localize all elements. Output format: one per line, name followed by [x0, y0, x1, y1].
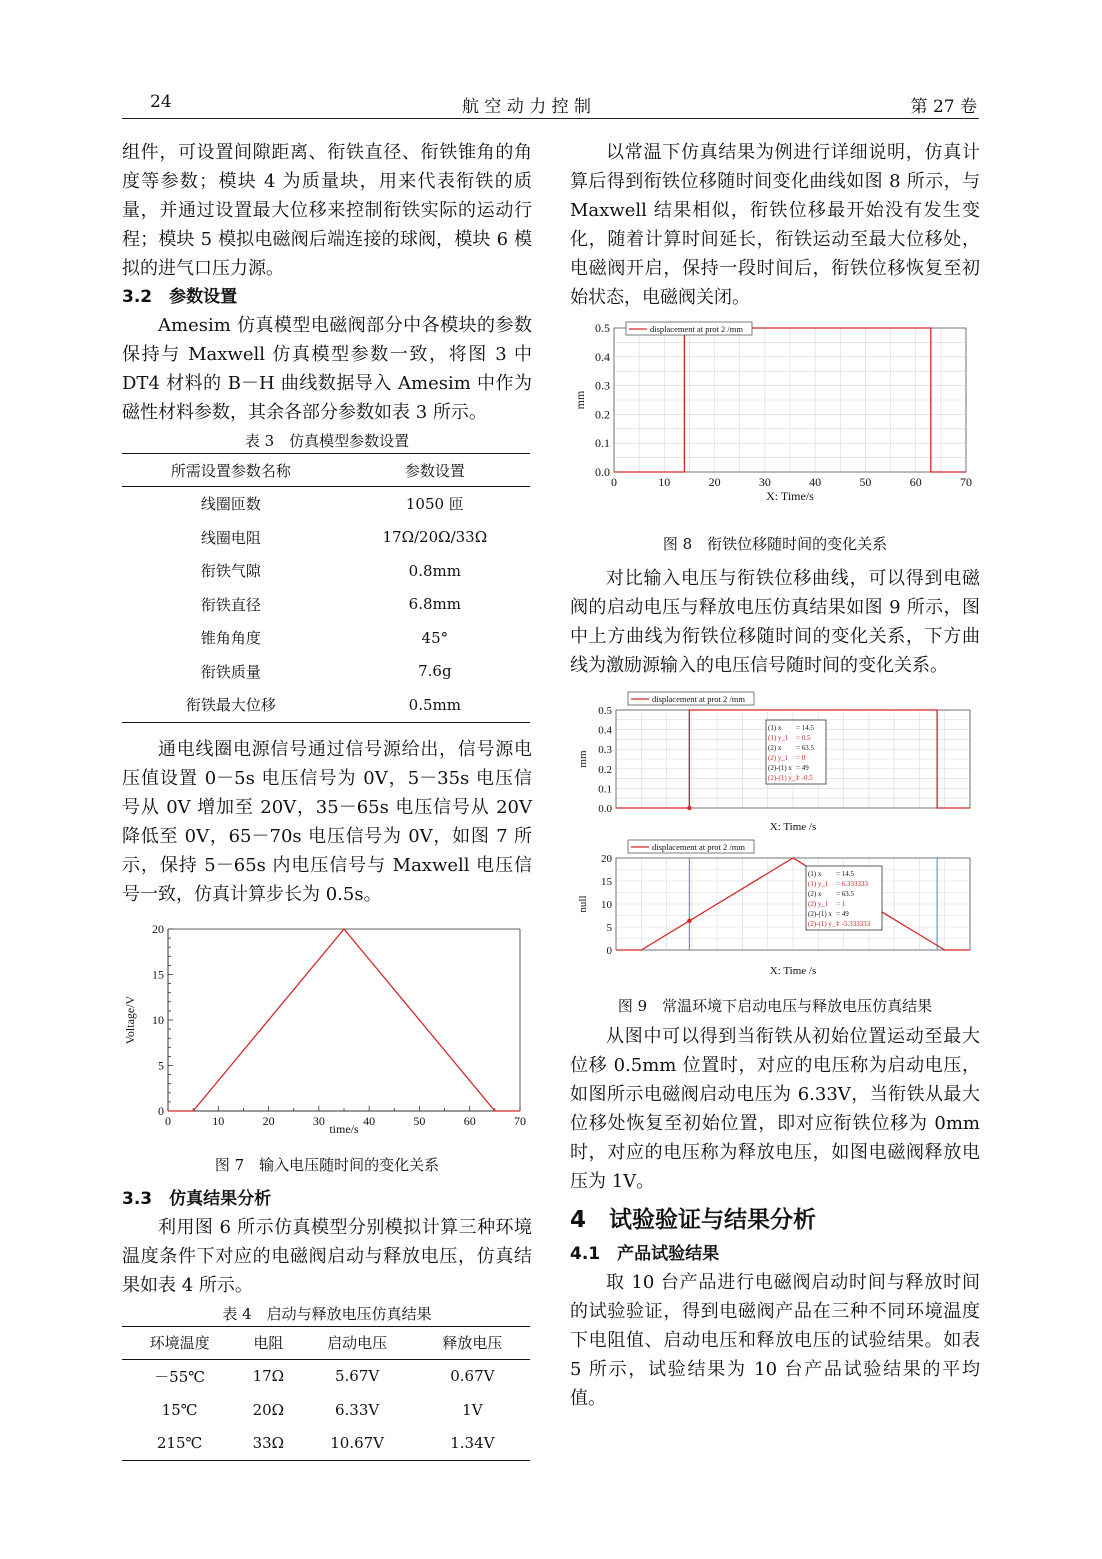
- table-header: 所需设置参数名称: [122, 454, 340, 487]
- data-point-marker: [687, 806, 691, 810]
- table-cell: 1V: [462, 1400, 483, 1419]
- y-axis-label: null: [577, 895, 589, 913]
- paragraph: 组件，可设置间隙距离、衔铁直径、衔铁锥角的角度等参数；模块 4 为质量块，用来代表衔铁的质量，并通过设置最大位移来控制衔铁实际的运动行程；模块 5 模拟电磁阀后端连接的球阀，模块 6 模拟的进气口压力源。: [122, 142, 532, 279]
- y-tick-label: 10: [152, 1012, 164, 1027]
- x-tick-label: 50: [859, 475, 872, 489]
- table-row: [122, 588, 530, 622]
- y-tick-label: 5: [158, 1058, 164, 1072]
- table-cell: 衔铁直径: [200, 595, 261, 614]
- table-row: [122, 521, 530, 555]
- table-cell: 0.8mm: [408, 561, 461, 580]
- table-cell: 衔铁质量: [200, 662, 261, 681]
- x-axis-label: X: Time/s: [766, 489, 814, 503]
- figure-9-displacement-chart: [570, 690, 980, 838]
- table-cell: 10.67V: [300, 1427, 415, 1461]
- table-header: 启动电压: [300, 1326, 415, 1359]
- table-cell: 0.67V: [450, 1367, 495, 1386]
- table-row: [122, 688, 530, 722]
- series-line: [168, 929, 520, 1111]
- section-heading-4: 4 试验验证与结果分析: [570, 1207, 817, 1233]
- paragraph: 利用图 6 所示仿真模型分别模拟计算三种环境温度条件下对应的电磁阀启动与释放电压，仿真结果如表 4 所示。: [122, 1216, 532, 1296]
- data-point-marker: [687, 919, 691, 923]
- figure-8-chart: [570, 320, 980, 530]
- paragraph: 对比输入电压与衔铁位移曲线，可以得到电磁阀的启动电压与释放电压仿真结果如图 9 所示，图中上方曲线为衔铁位移随时间的变化关系，下方曲线为激励源输入的电压信号随时间的变化关系。: [570, 568, 980, 676]
- annotation-value: = 14.5: [836, 870, 854, 878]
- y-tick-label: 0.2: [598, 763, 612, 776]
- left-column: [122, 138, 532, 1461]
- table-row: [122, 1393, 530, 1427]
- annotation-label: (2) x: [808, 890, 822, 898]
- y-tick-label: 20: [152, 922, 164, 936]
- page-number: 24: [150, 92, 172, 112]
- table-cell: 5.67V: [335, 1367, 380, 1386]
- running-header: [122, 90, 979, 119]
- table-header: 电阻: [237, 1326, 299, 1359]
- x-tick-label: 60: [463, 1113, 476, 1128]
- table-cell: 锥角角度: [200, 629, 261, 648]
- x-tick-label: 20: [262, 1113, 275, 1128]
- x-tick-label: 10: [212, 1113, 225, 1128]
- annotation-value: = 0: [796, 754, 806, 762]
- figure-7-chart: [122, 923, 532, 1149]
- table-3-caption: 表 3 仿真模型参数设置: [244, 432, 410, 450]
- figure-8-caption: 图 8 衔铁位移随时间的变化关系: [662, 535, 888, 553]
- annotation-label: (2)-(1) x: [768, 764, 792, 772]
- x-tick-label: 0: [165, 1113, 171, 1128]
- y-tick-label: 15: [601, 876, 612, 888]
- table-3: [122, 453, 530, 723]
- x-axis-label: X: Time /s: [769, 821, 817, 833]
- annotation-value: = 1: [836, 900, 846, 908]
- table-header: 释放电压: [415, 1326, 530, 1359]
- annotation-value: = -5.333333: [836, 920, 871, 928]
- paragraph: 取 10 台产品进行电磁阀启动时间与释放时间的试验验证，得到电磁阀产品在三种不同环境温度下电阻值、启动电压和释放电压的试验结果。如表 5 所示，试验结果为 10 台产品试验结果的平均值。: [570, 1272, 980, 1409]
- annotation-label: (1) y_1: [768, 734, 789, 742]
- y-tick-label: 15: [152, 967, 164, 981]
- y-tick-label: 20: [601, 853, 612, 865]
- figure-9-voltage-chart: [570, 838, 980, 986]
- y-tick-label: 0.3: [595, 378, 610, 393]
- y-tick-label: 0.1: [595, 436, 610, 451]
- table-row: [122, 621, 530, 655]
- legend-label: displacement at prot 2 /mm: [652, 694, 746, 704]
- table-4-caption: 表 4 启动与释放电压仿真结果: [222, 1304, 432, 1323]
- annotation-label: (2) y_1: [768, 754, 789, 762]
- table-cell: 17Ω/20Ω/33Ω: [382, 528, 488, 547]
- y-tick-label: 0: [158, 1103, 164, 1118]
- y-axis-label: mm: [573, 390, 587, 410]
- y-tick-label: 0.5: [595, 321, 610, 335]
- section-heading-3-3: 3.3 仿真结果分析: [122, 1188, 272, 1209]
- table-cell: 6.33V: [335, 1400, 380, 1419]
- annotation-value: = 63.5: [836, 890, 854, 898]
- annotation-value: = 49: [836, 910, 849, 918]
- legend-label: displacement at prot 2 /mm: [650, 324, 744, 334]
- x-tick-label: 20: [708, 475, 721, 489]
- paragraph: 从图中可以得到当衔铁从初始位置运动至最大位移 0.5mm 位置时，对应的电压称为启动电压，如图所示电磁阀启动电压为 6.33V，当衔铁从最大位移处恢复至初始位置，即对应衔铁位移为 0mm 时，对应的电压称为释放电压，如图电磁阀释放电压为 1V。: [570, 1026, 980, 1192]
- table-cell: 7.6g: [418, 662, 452, 681]
- y-tick-label: 0.2: [595, 407, 610, 422]
- figure-9-caption: 图 9 常温环境下启动电压与释放电压仿真结果: [617, 997, 933, 1015]
- annotation-label: (2)-(1) y_1: [808, 920, 839, 928]
- section-heading-4-1: 4.1 产品试验结果: [570, 1244, 720, 1264]
- table-row: [122, 554, 530, 588]
- annotation-label: (2) y_1: [808, 900, 829, 908]
- legend-label: displacement at prot 2 /mm: [652, 842, 746, 852]
- table-row: [122, 655, 530, 689]
- table-row: [122, 487, 530, 521]
- table-cell: 1050 匝: [405, 495, 464, 514]
- annotation-label: (2)-(1) x: [808, 910, 832, 918]
- table-4: [122, 1326, 530, 1462]
- x-tick-label: 40: [363, 1113, 376, 1128]
- table-cell: 45°: [421, 628, 449, 647]
- y-tick-label: 10: [601, 899, 612, 911]
- y-tick-label: 0.4: [598, 724, 612, 737]
- y-tick-label: 0.0: [595, 465, 610, 479]
- table-cell: 215℃: [122, 1427, 237, 1461]
- annotation-label: (1) x: [808, 870, 822, 878]
- y-tick-label: 0.0: [598, 803, 612, 815]
- table-header: 环境温度: [122, 1326, 237, 1359]
- y-axis-label: mm: [577, 750, 589, 768]
- x-axis-label: time/s: [329, 1121, 359, 1136]
- annotation-label: (1) y_1: [808, 880, 829, 888]
- volume-number: 第 27 卷: [910, 97, 977, 117]
- x-tick-label: 30: [312, 1113, 325, 1128]
- y-tick-label: 0: [606, 945, 612, 957]
- table-header: 参数设置: [340, 454, 530, 487]
- table-cell: 衔铁最大位移: [122, 688, 340, 722]
- annotation-label: (2) x: [768, 744, 782, 752]
- y-axis-label: Voltage/V: [123, 995, 137, 1044]
- x-tick-label: 10: [658, 475, 671, 489]
- paragraph: 通电线圈电源信号通过信号源给出，信号源电压值设置 0－5s 电压信号为 0V，5－35s 电压信号从 0V 增加至 20V，35－65s 电压信号从 20V 降低至 0V，65－70s 电压信号为 0V，如图 7 所示，保持 5－65s 内电压信号与 Maxwell 电压信号一致，仿真计算步长为 0.5s。: [122, 738, 532, 905]
- y-tick-label: 5: [606, 922, 612, 934]
- figure-7-caption: 图 7 输入电压随时间的变化关系: [214, 1155, 440, 1174]
- table-cell: 15℃: [161, 1400, 198, 1419]
- right-column: [570, 138, 980, 1413]
- annotation-label: (2)-(1) y_1: [768, 774, 799, 782]
- x-tick-label: 50: [413, 1113, 426, 1128]
- x-tick-label: 0: [611, 475, 617, 489]
- table-cell: 17Ω: [252, 1367, 285, 1386]
- table-cell: 6.8mm: [408, 595, 461, 614]
- x-tick-label: 60: [909, 475, 922, 489]
- table-cell: 1.34V: [415, 1427, 530, 1461]
- table-cell: 33Ω: [237, 1427, 299, 1461]
- table-cell: 线圈电阻: [200, 528, 261, 547]
- annotation-value: = 6.333333: [836, 880, 868, 888]
- table-cell: －55℃: [154, 1367, 206, 1386]
- table-cell: 线圈匝数: [200, 495, 261, 514]
- annotation-value: = 49: [796, 764, 809, 772]
- paragraph: 以常温下仿真结果为例进行详细说明，仿真计算后得到衔铁位移随时间变化曲线如图 8 所示，与 Maxwell 结果相似，衔铁位移最开始没有发生变化，随着计算时间延长，衔铁运动至最大位移处，电磁阀开启，保持一段时间后，衔铁位移恢复至初始状态，电磁阀关闭。: [570, 142, 980, 308]
- x-tick-label: 40: [809, 475, 822, 489]
- table-row: [122, 1359, 530, 1393]
- annotation-label: (1) x: [768, 724, 782, 732]
- paragraph: Amesim 仿真模型电磁阀部分中各模块的参数保持与 Maxwell 仿真模型参数一致，将图 3 中 DT4 材料的 B－H 曲线数据导入 Amesim 中作为磁性材料参数，其余各部分参数如表 3 所示。: [122, 315, 532, 423]
- table-cell: 衔铁气隙: [200, 562, 261, 581]
- section-heading-3-2: 3.2 参数设置: [122, 287, 238, 307]
- y-tick-label: 0.3: [598, 744, 612, 757]
- x-axis-label: X: Time /s: [769, 965, 817, 977]
- y-tick-label: 0.5: [598, 705, 612, 717]
- table-cell: 20Ω: [252, 1400, 285, 1419]
- journal-title: 航 空 动 力 控 制: [462, 97, 592, 117]
- x-tick-label: 70: [514, 1113, 526, 1128]
- annotation-value: = 0.5: [796, 734, 811, 742]
- y-tick-label: 0.4: [595, 349, 610, 364]
- annotation-value: = 63.5: [796, 744, 814, 752]
- x-tick-label: 70: [960, 475, 972, 489]
- annotation-value: = 14.5: [796, 724, 814, 732]
- table-row: [122, 1427, 530, 1461]
- annotation-value: = -0.5: [796, 774, 813, 782]
- y-tick-label: 0.1: [598, 783, 612, 796]
- table-cell: 0.5mm: [340, 688, 530, 722]
- x-tick-label: 30: [758, 475, 771, 489]
